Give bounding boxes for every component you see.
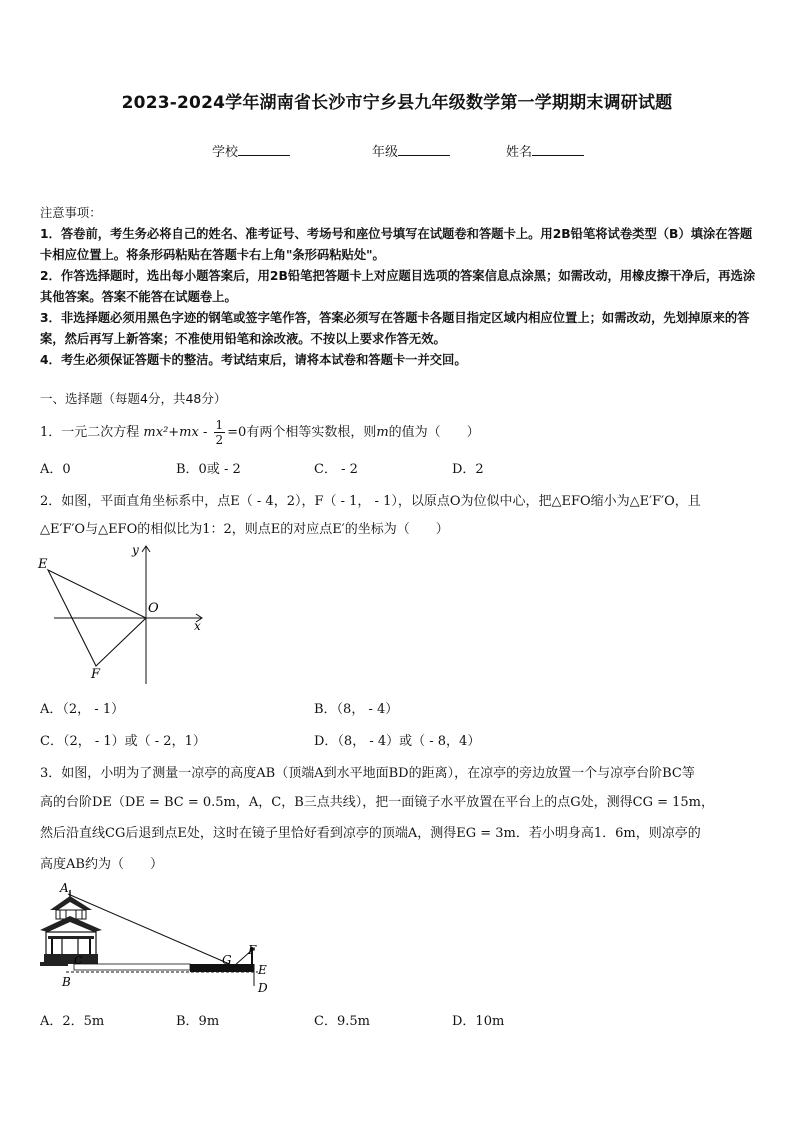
note-item: 2．作答选择题时，选出每小题答案后，用2B铅笔把答题卡上对应题目选项的答案信息点涂黑；如需改动，用橡皮擦干净后，再选涂其他答案。答案不能答在试题卷上。 <box>40 269 756 304</box>
school-blank[interactable] <box>238 143 290 156</box>
q2-option-a[interactable]: A．（2， - 1） <box>40 702 125 717</box>
label-b: B <box>62 975 71 989</box>
note-item: 1．答卷前，考生务必将自己的姓名、准考证号、考场号和座位号填写在试题卷和答题卡上。用2B铅笔将试卷类型（B）填涂在答题卡相应位置上。将条形码粘贴在答题卡右上角"条形码粘贴处"。 <box>40 227 753 262</box>
q3-option-c[interactable]: C．9.5m <box>314 1014 370 1029</box>
school-field[interactable] <box>212 141 290 160</box>
q3-option-d[interactable]: D．10m <box>452 1014 505 1029</box>
q1-option-d[interactable]: D．2 <box>452 462 484 477</box>
label-d: D <box>258 981 268 995</box>
q1-minus: - <box>198 425 212 440</box>
notes-heading: 注意事项： <box>40 206 102 220</box>
grade-label: 年级 <box>372 145 399 160</box>
label-x: x <box>194 619 201 633</box>
q3-pavilion-figure <box>36 880 272 998</box>
q1-eq-b: =0 <box>227 425 247 440</box>
q1-tail: 的值为（ ） <box>388 425 480 440</box>
label-e: E <box>38 557 48 572</box>
note-item: 3．非选择题必须用黑色字迹的钢笔或签字笔作答，答案必须写在答题卡各题目指定区域内相应位置上；如需改动，先划掉原来的答案，然后再写上新答案；不准使用铅笔和涂改液。不按以上要求作答无效。 <box>40 311 750 346</box>
question-1 <box>40 418 480 447</box>
q1-option-a[interactable]: A．0 <box>40 462 71 477</box>
q2-line-2: △E′F′O与△EFO的相似比为1：2，则点E的对应点E′的坐标为（ ） <box>40 522 449 537</box>
note-item: 4．考生必须保证答题卡的整洁。考试结束后，请将本试卷和答题卡一并交回。 <box>40 353 467 367</box>
label-e-q3: E <box>258 963 267 977</box>
q1-fraction <box>214 418 226 447</box>
q2-coordinate-figure <box>34 542 210 686</box>
q3-line-4: 高度AB约为（ ） <box>40 857 163 872</box>
q2-option-b[interactable]: B．（8， - 4） <box>314 702 399 717</box>
label-c: C <box>74 954 83 967</box>
q2-option-c[interactable]: C．（2， - 1）或（ - 2，1） <box>40 734 206 749</box>
school-label: 学校 <box>212 145 239 160</box>
q3-option-b[interactable]: B．9m <box>176 1014 220 1029</box>
label-y: y <box>132 543 139 557</box>
q1-option-b[interactable]: B．0或 - 2 <box>176 462 241 477</box>
q3-option-a[interactable]: A．2．5m <box>40 1014 105 1029</box>
exam-notes <box>40 203 758 371</box>
name-label: 姓名 <box>506 145 533 160</box>
q1-frac-den: 2 <box>215 433 224 447</box>
q3-line-3: 然后沿直线CG后退到点E处，这时在镜子里恰好看到凉亭的顶端A，测得EG = 3m．若小明身高1．6m，则凉亭的 <box>40 826 701 841</box>
name-blank[interactable] <box>532 143 584 156</box>
q1-prefix: 1．一元二次方程 <box>40 425 144 440</box>
section-heading: 一、选择题（每题4分，共48分） <box>40 391 227 406</box>
exam-title: 2023-2024学年湖南省长沙市宁乡县九年级数学第一学期期末调研试题 <box>121 93 673 113</box>
q3-line-1: 3．如图，小明为了测量一凉亭的高度AB（顶端A到水平地面BD的距离），在凉亭的旁边放置一个与凉亭台阶BC等 <box>40 766 695 781</box>
q1-eq-a: mx²+mx <box>143 425 199 440</box>
platform-cg <box>74 964 190 970</box>
label-f: F <box>91 667 101 682</box>
name-field[interactable] <box>506 141 584 160</box>
q1-option-c[interactable]: C． - 2 <box>314 462 358 477</box>
q1-var: m <box>376 425 389 440</box>
q1-frac-num: 1 <box>215 418 224 432</box>
label-f-q3: F <box>248 943 257 957</box>
grade-blank[interactable] <box>398 143 450 156</box>
grade-field[interactable] <box>372 141 450 160</box>
q2-option-d[interactable]: D．（8， - 4）或（ - 8，4） <box>314 734 481 749</box>
label-o: O <box>148 601 159 616</box>
label-a: A <box>60 881 69 895</box>
label-g: G <box>222 953 232 967</box>
q3-line-2: 高的台阶DE（DE = BC = 0.5m，A，C，B三点共线），把一面镜子水平放置在平台上的点G处，测得CG = 15m， <box>40 795 715 810</box>
q1-post: 有两个相等实数根，则 <box>246 425 377 440</box>
pavilion-icon <box>40 890 102 966</box>
q2-line-1: 2．如图，平面直角坐标系中，点E（ - 4，2），F（ - 1， - 1），以原点O为位似中心，把△EFO缩小为△E′F′O，且 <box>40 494 701 509</box>
